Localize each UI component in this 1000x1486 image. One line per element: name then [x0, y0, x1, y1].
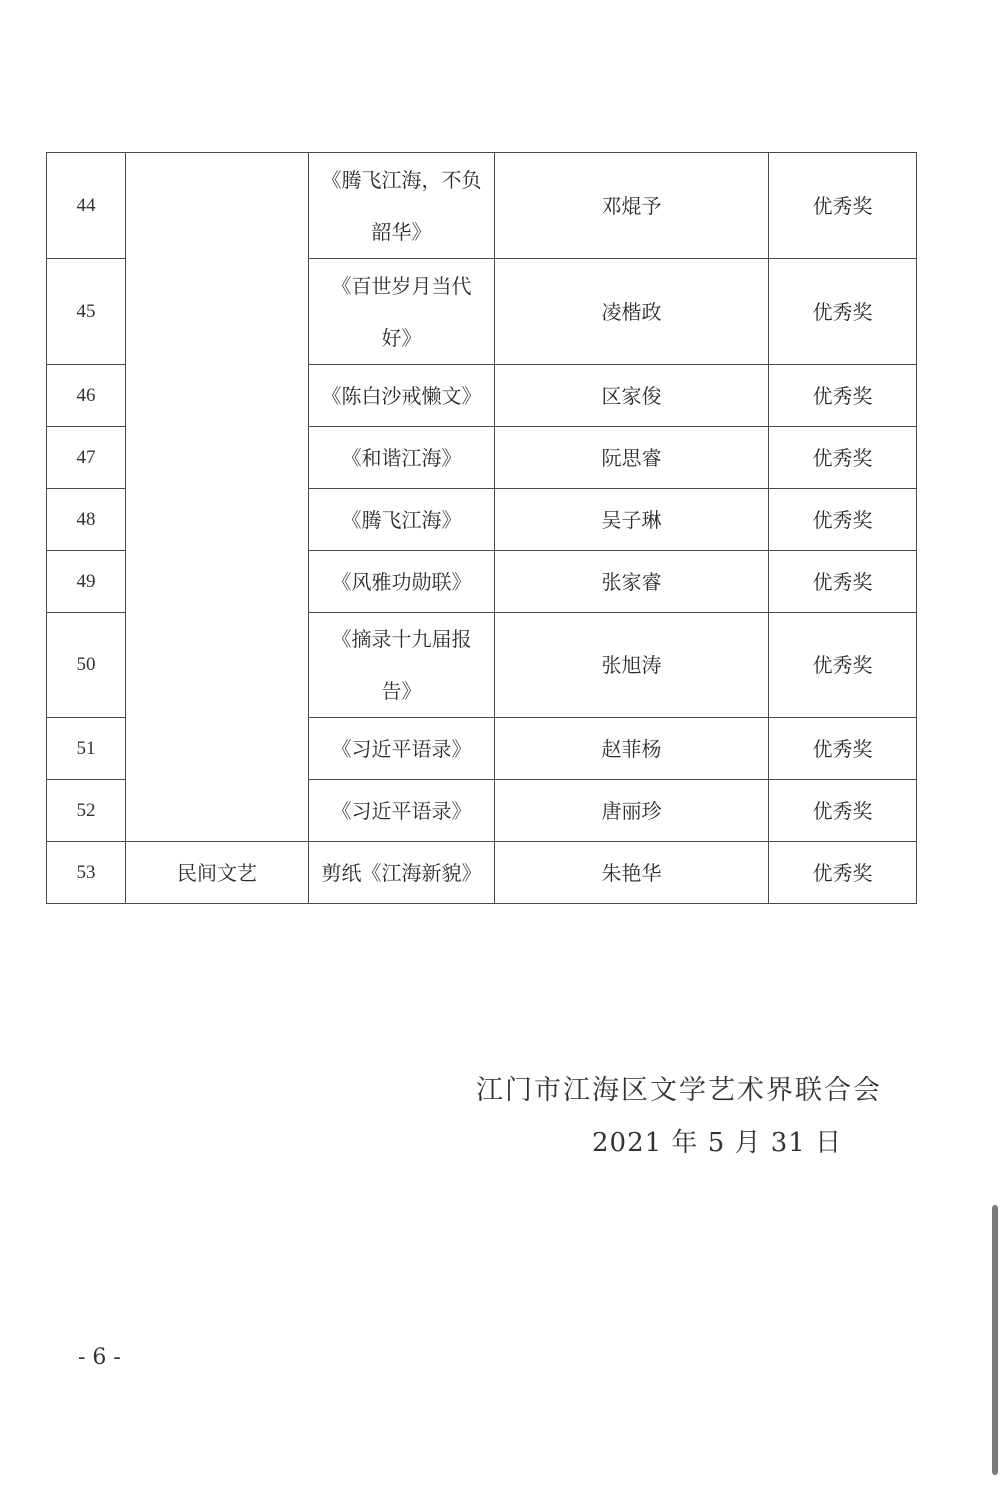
work-title-line: 《和谐江海》	[341, 445, 462, 470]
award-level: 优秀奖	[769, 489, 917, 551]
award-level: 优秀奖	[769, 718, 917, 780]
award-level: 优秀奖	[769, 427, 917, 489]
author-name: 区家俊	[495, 365, 769, 427]
work-title	[309, 427, 495, 489]
page-number: - 6 -	[78, 1345, 121, 1370]
work-title-line: 好》	[381, 325, 422, 350]
award-table-body	[47, 153, 917, 904]
row-number: 45	[47, 259, 126, 365]
row-number: 44	[47, 153, 126, 259]
work-title	[309, 613, 495, 718]
author-name: 邓焜予	[495, 153, 769, 259]
row-number: 46	[47, 365, 126, 427]
row-number: 49	[47, 551, 126, 613]
work-title-line: 《百世岁月当代	[331, 273, 472, 298]
category-cell: 民间文艺	[126, 842, 309, 904]
author-name: 凌楷政	[495, 259, 769, 365]
work-title	[309, 365, 495, 427]
work-title-line: 《陈白沙戒懒文》	[321, 383, 482, 408]
work-title-line: 韶华》	[371, 219, 432, 244]
award-level: 优秀奖	[769, 551, 917, 613]
author-name: 唐丽珍	[495, 780, 769, 842]
scrollbar-thumb[interactable]	[992, 1205, 998, 1475]
work-title-line: 《摘录十九届报	[331, 627, 472, 651]
award-level: 优秀奖	[769, 365, 917, 427]
row-number: 48	[47, 489, 126, 551]
category-cell	[126, 153, 309, 842]
table-row	[47, 153, 917, 259]
work-title-line: 《腾飞江海》	[341, 507, 462, 532]
award-level: 优秀奖	[769, 780, 917, 842]
row-number: 47	[47, 427, 126, 489]
row-number: 50	[47, 613, 126, 718]
work-title	[309, 780, 495, 842]
work-title-line: 《风雅功勋联》	[331, 569, 472, 594]
work-title	[309, 718, 495, 780]
work-title-line: 剪纸《江海新貌》	[321, 860, 482, 885]
author-name: 阮思睿	[495, 427, 769, 489]
work-title-line: 《习近平语录》	[331, 736, 472, 761]
work-title-line: 告》	[381, 679, 422, 703]
work-title	[309, 153, 495, 259]
award-table	[46, 152, 917, 904]
row-number: 51	[47, 718, 126, 780]
author-name: 朱艳华	[495, 842, 769, 904]
issuing-organization: 江门市江海区文学艺术界联合会	[476, 1075, 882, 1106]
issue-date: 2021 年 5 月 31 日	[592, 1128, 843, 1158]
award-level: 优秀奖	[769, 842, 917, 904]
award-level: 优秀奖	[769, 259, 917, 365]
work-title-line: 《习近平语录》	[331, 798, 472, 823]
author-name: 赵菲杨	[495, 718, 769, 780]
work-title	[309, 551, 495, 613]
work-title	[309, 842, 495, 904]
row-number: 53	[47, 842, 126, 904]
row-number: 52	[47, 780, 126, 842]
award-level: 优秀奖	[769, 153, 917, 259]
award-level: 优秀奖	[769, 613, 917, 718]
work-title	[309, 259, 495, 365]
table-row	[47, 842, 917, 904]
work-title-line: 《腾飞江海，不负	[321, 167, 482, 192]
work-title	[309, 489, 495, 551]
author-name: 吴子琳	[495, 489, 769, 551]
author-name: 张家睿	[495, 551, 769, 613]
author-name: 张旭涛	[495, 613, 769, 718]
